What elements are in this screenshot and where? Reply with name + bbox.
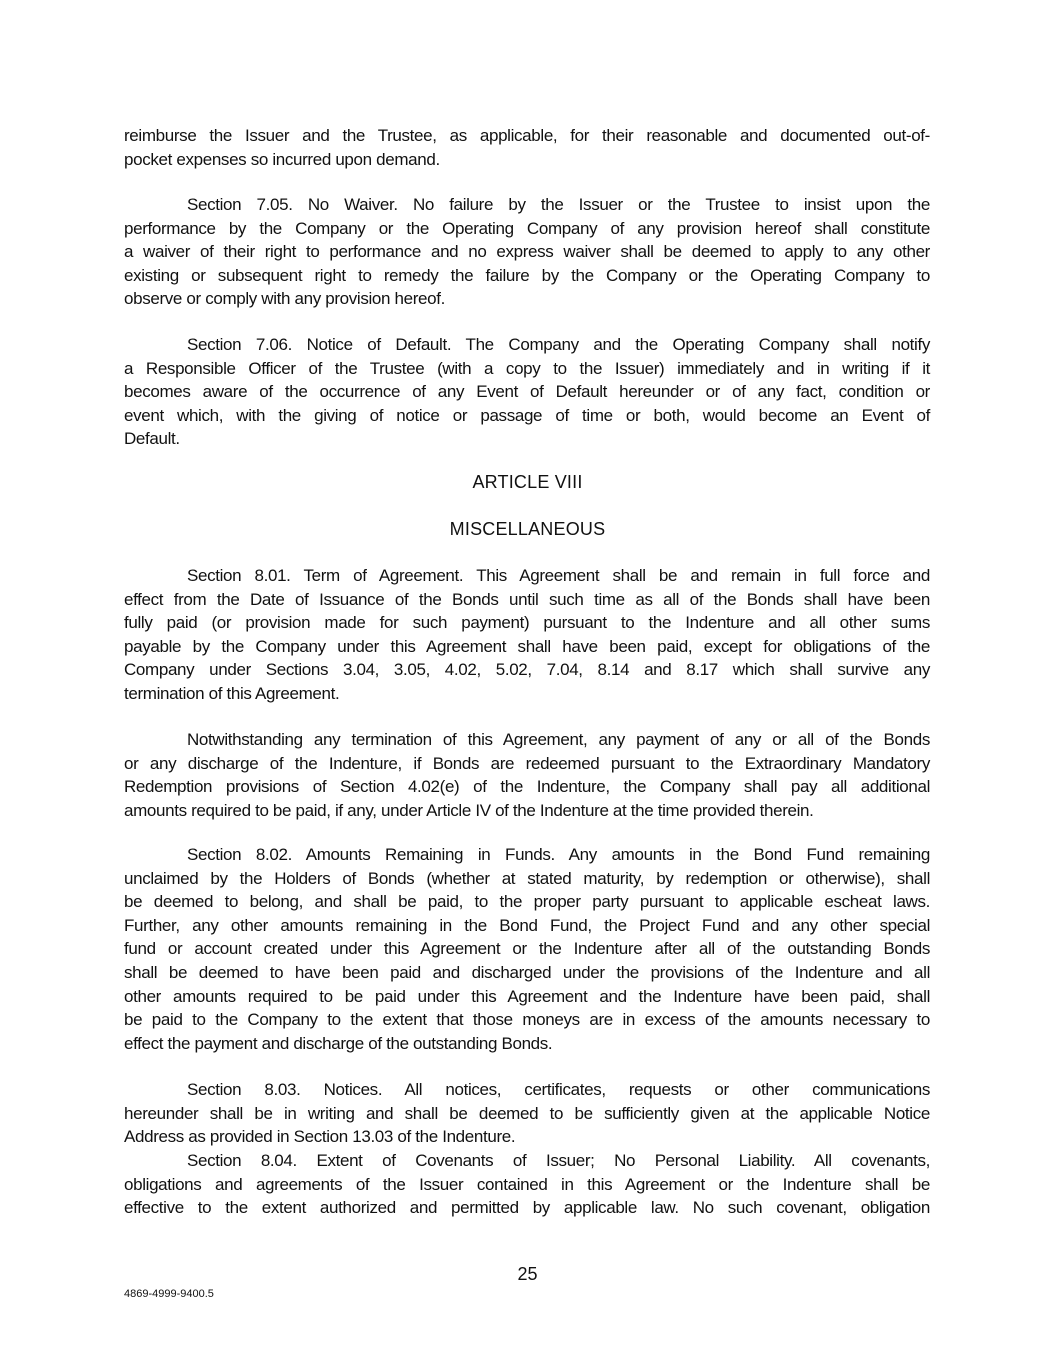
paragraph bbox=[124, 124, 930, 171]
text-line: fund or account created under this Agreement or the Indenture after all of the outstanding Bonds bbox=[124, 939, 930, 959]
page-number: 25 bbox=[517, 1264, 538, 1284]
text-line: existing or subsequent right to remedy the failure by the Company or the Operating Company to bbox=[124, 265, 930, 285]
text-line: event which, with the giving of notice or passage of time or both, would become an Event of bbox=[124, 405, 930, 425]
text-line: be paid to the Company to the extent that those moneys are in excess of the amounts necessary to bbox=[124, 1010, 930, 1030]
text-line: observe or comply with any provision hereof. bbox=[124, 289, 445, 309]
text-line: Default. bbox=[124, 429, 180, 449]
text-line: a waiver of their right to performance and no express waiver shall be deemed to apply to any other bbox=[124, 242, 930, 262]
paragraph bbox=[124, 193, 930, 311]
text-line: fully paid (or provision made for such payment) pursuant to the Indenture and all other sums bbox=[124, 613, 930, 633]
article-title: MISCELLANEOUS bbox=[449, 519, 606, 539]
text-line: Address as provided in Section 13.03 of the Indenture. bbox=[124, 1127, 516, 1147]
text-line: termination of this Agreement. bbox=[124, 683, 340, 703]
text-line: Company under Sections 3.04, 3.05, 4.02, 5.02, 7.04, 8.14 and 8.17 which shall survive any bbox=[124, 660, 930, 680]
text-line: a Responsible Officer of the Trustee (with a copy to the Issuer) immediately and in writing if it bbox=[124, 358, 930, 378]
paragraph bbox=[124, 564, 930, 706]
text-line: hereunder shall be in writing and shall be deemed to be sufficiently given at the applicable Notice bbox=[124, 1103, 930, 1123]
paragraph bbox=[124, 1078, 930, 1149]
text-line: reimburse the Issuer and the Trustee, as applicable, for their reasonable and documented out-of- bbox=[124, 126, 930, 145]
text-line: performance by the Company or the Operating Company of any provision hereof shall constitute bbox=[124, 218, 930, 238]
text-line: Section 8.01. Term of Agreement. This Agreement shall be and remain in full force and bbox=[187, 566, 930, 585]
text-line: becomes aware of the occurrence of any Event of Default hereunder or of any fact, condition or bbox=[124, 382, 930, 402]
paragraph bbox=[124, 728, 930, 822]
paragraph bbox=[124, 333, 930, 451]
text-line: other amounts required to be paid under this Agreement and the Indenture have been paid, shall bbox=[124, 986, 930, 1006]
text-line: Section 8.02. Amounts Remaining in Funds. Any amounts in the Bond Fund remaining bbox=[187, 845, 930, 864]
text-line: effect the payment and discharge of the outstanding Bonds. bbox=[124, 1033, 553, 1053]
text-line: pocket expenses so incurred upon demand. bbox=[124, 149, 440, 169]
article-heading: ARTICLE VIII bbox=[472, 472, 583, 492]
text-line: Redemption provisions of Section 4.02(e) of the Indenture, the Company shall pay all additional bbox=[124, 777, 930, 797]
text-line: amounts required to be paid, if any, under Article IV of the Indenture at the time provided therein. bbox=[124, 800, 814, 820]
text-line: be deemed to belong, and shall be paid, to the proper party pursuant to applicable escheat laws. bbox=[124, 892, 930, 912]
text-line: effect from the Date of Issuance of the Bonds until such time as all of the Bonds shall have been bbox=[124, 589, 930, 609]
document-id: 4869-4999-9400.5 bbox=[124, 1288, 214, 1300]
text-line: Section 7.06. Notice of Default. The Company and the Operating Company shall notify bbox=[187, 335, 930, 354]
text-line: payable by the Company under this Agreement shall have been paid, except for obligations of the bbox=[124, 636, 930, 656]
paragraph bbox=[124, 1149, 930, 1220]
text-line: Section 8.03. Notices. All notices, certificates, requests or other communications bbox=[187, 1080, 930, 1099]
text-line: unclaimed by the Holders of Bonds (whether at stated maturity, by redemption or otherwise), shall bbox=[124, 868, 930, 888]
paragraph bbox=[124, 843, 930, 1055]
text-line: Section 7.05. No Waiver. No failure by the Issuer or the Trustee to insist upon the bbox=[187, 195, 930, 214]
text-line: obligations and agreements of the Issuer contained in this Agreement or the Indenture shall be bbox=[124, 1174, 930, 1194]
text-line: or any discharge of the Indenture, if Bonds are redeemed pursuant to the Extraordinary Mandatory bbox=[124, 753, 930, 773]
text-line: Further, any other amounts remaining in the Bond Fund, the Project Fund and any other special bbox=[124, 915, 930, 935]
text-line: shall be deemed to have been paid and discharged under the provisions of the Indenture and all bbox=[124, 962, 930, 982]
text-line: effective to the extent authorized and permitted by applicable law. No such covenant, obligation bbox=[124, 1198, 930, 1218]
text-line: Notwithstanding any termination of this Agreement, any payment of any or all of the Bonds bbox=[187, 730, 930, 749]
text-line: Section 8.04. Extent of Covenants of Issuer; No Personal Liability. All covenants, bbox=[187, 1151, 930, 1170]
